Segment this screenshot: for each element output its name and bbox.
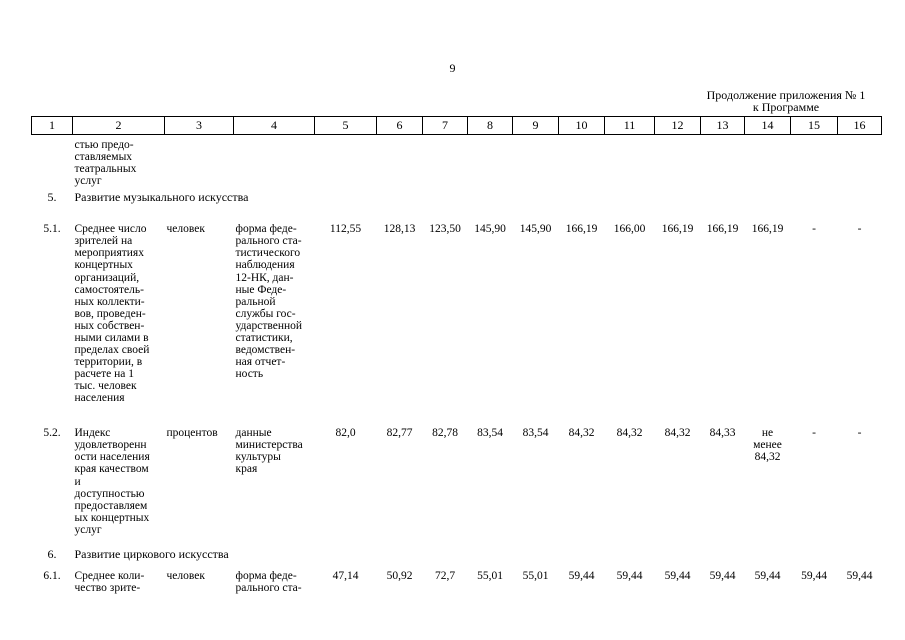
column-header-14: 14 xyxy=(745,117,791,135)
indicators-table xyxy=(31,116,882,610)
value-col-14: 166,19 xyxy=(751,223,784,236)
value-col-14: не менее 84,32 xyxy=(753,427,782,464)
header-row xyxy=(32,117,882,135)
value-col-10: 84,32 xyxy=(568,427,595,440)
unit: человек xyxy=(166,223,205,236)
source: форма феде- рального ста- xyxy=(235,570,302,595)
continuation-caption xyxy=(700,89,872,113)
value-col-10: 59,44 xyxy=(568,570,595,583)
value-col-15: 59,44 xyxy=(801,570,827,583)
value-col-5: 47,14 xyxy=(332,570,359,583)
value-col-9: 83,54 xyxy=(522,427,549,440)
column-header-13: 13 xyxy=(701,117,745,135)
unit: процентов xyxy=(166,427,218,440)
value-col-9: 145,90 xyxy=(519,223,552,236)
value-col-5: 82,0 xyxy=(335,427,356,440)
column-header-11: 11 xyxy=(605,117,655,135)
continuation-line-2: к Программе xyxy=(752,100,820,114)
value-col-7: 123,50 xyxy=(429,223,461,236)
column-header-6: 6 xyxy=(377,117,423,135)
column-header-7: 7 xyxy=(423,117,468,135)
value-col-13: 59,44 xyxy=(709,570,736,583)
value-col-16: - xyxy=(857,427,862,440)
column-header-12: 12 xyxy=(655,117,701,135)
value-col-10: 166,19 xyxy=(565,223,598,236)
column-header-1: 1 xyxy=(32,117,73,135)
column-header-4: 4 xyxy=(234,117,315,135)
value-col-6: 50,92 xyxy=(386,570,413,583)
value-col-13: 84,33 xyxy=(709,427,736,440)
value-col-8: 83,54 xyxy=(477,427,503,440)
value-col-15: - xyxy=(812,223,816,236)
value-col-11: 59,44 xyxy=(616,570,643,583)
value-col-7: 82,78 xyxy=(432,427,458,440)
value-col-15: - xyxy=(812,427,816,440)
column-header-10: 10 xyxy=(559,117,605,135)
value-col-12: 84,32 xyxy=(664,427,691,440)
value-col-14: 59,44 xyxy=(754,570,781,583)
value-col-12: 166,19 xyxy=(661,223,694,236)
source: данные министерства культуры края xyxy=(235,427,303,476)
indicator-name: стью предо- ставляемых театральных услуг xyxy=(74,139,137,188)
value-col-16: - xyxy=(857,223,862,236)
value-col-9: 55,01 xyxy=(522,570,549,583)
value-col-8: 145,90 xyxy=(474,223,506,236)
value-col-16: 59,44 xyxy=(846,570,873,583)
indicator-name: Среднее число зрителей на мероприятиях концертных организаций, самостоятель- ных коллекти- вов, проведен- ных собствен- ными силами в пределах своей территории, в расчете на 1 тыс. человек населения xyxy=(74,223,150,405)
section-row xyxy=(32,187,882,221)
value-col-11: 166,00 xyxy=(613,223,646,236)
source: форма феде- рального ста- тистического наблюдения 12-НК, дан- ные Феде- ральной службы гос- ударственной статистики, ведомствен- ная отчет- ность xyxy=(235,223,303,380)
value-col-8: 55,01 xyxy=(477,570,503,583)
value-col-13: 166,19 xyxy=(706,223,739,236)
column-header-3: 3 xyxy=(165,117,234,135)
page-number: 9 xyxy=(449,61,456,75)
column-header-16: 16 xyxy=(838,117,882,135)
row-number: 5.2. xyxy=(43,427,61,440)
section-number: 6. xyxy=(47,547,57,562)
table-row xyxy=(32,221,882,425)
column-header-15: 15 xyxy=(791,117,838,135)
value-col-7: 72,7 xyxy=(434,570,456,583)
column-header-9: 9 xyxy=(513,117,559,135)
table-row xyxy=(32,135,882,188)
indicator-name: Индекс удовлетворенн ости населения края качеством и доступностью предоставляем ых концертных услуг xyxy=(74,427,150,536)
value-col-12: 59,44 xyxy=(664,570,691,583)
indicator-name: Среднее коли- чество зрите- xyxy=(74,570,145,595)
value-col-5: 112,55 xyxy=(329,223,362,236)
continuation-line-1: Продолжение приложения № 1 xyxy=(706,88,866,102)
row-number: 5.1. xyxy=(43,223,61,236)
section-title: Развитие циркового искусства xyxy=(74,547,229,562)
table-row xyxy=(32,425,882,547)
table-row xyxy=(32,570,882,610)
column-header-8: 8 xyxy=(468,117,513,135)
section-number: 5. xyxy=(47,190,57,205)
column-header-5: 5 xyxy=(315,117,377,135)
section-row xyxy=(32,547,882,570)
row-number: 6.1. xyxy=(43,570,61,583)
unit: человек xyxy=(166,570,205,583)
section-title: Развитие музыкального искусства xyxy=(74,190,249,205)
value-col-6: 82,77 xyxy=(386,427,413,440)
column-header-2: 2 xyxy=(73,117,165,135)
value-col-11: 84,32 xyxy=(616,427,643,440)
value-col-6: 128,13 xyxy=(383,223,416,236)
